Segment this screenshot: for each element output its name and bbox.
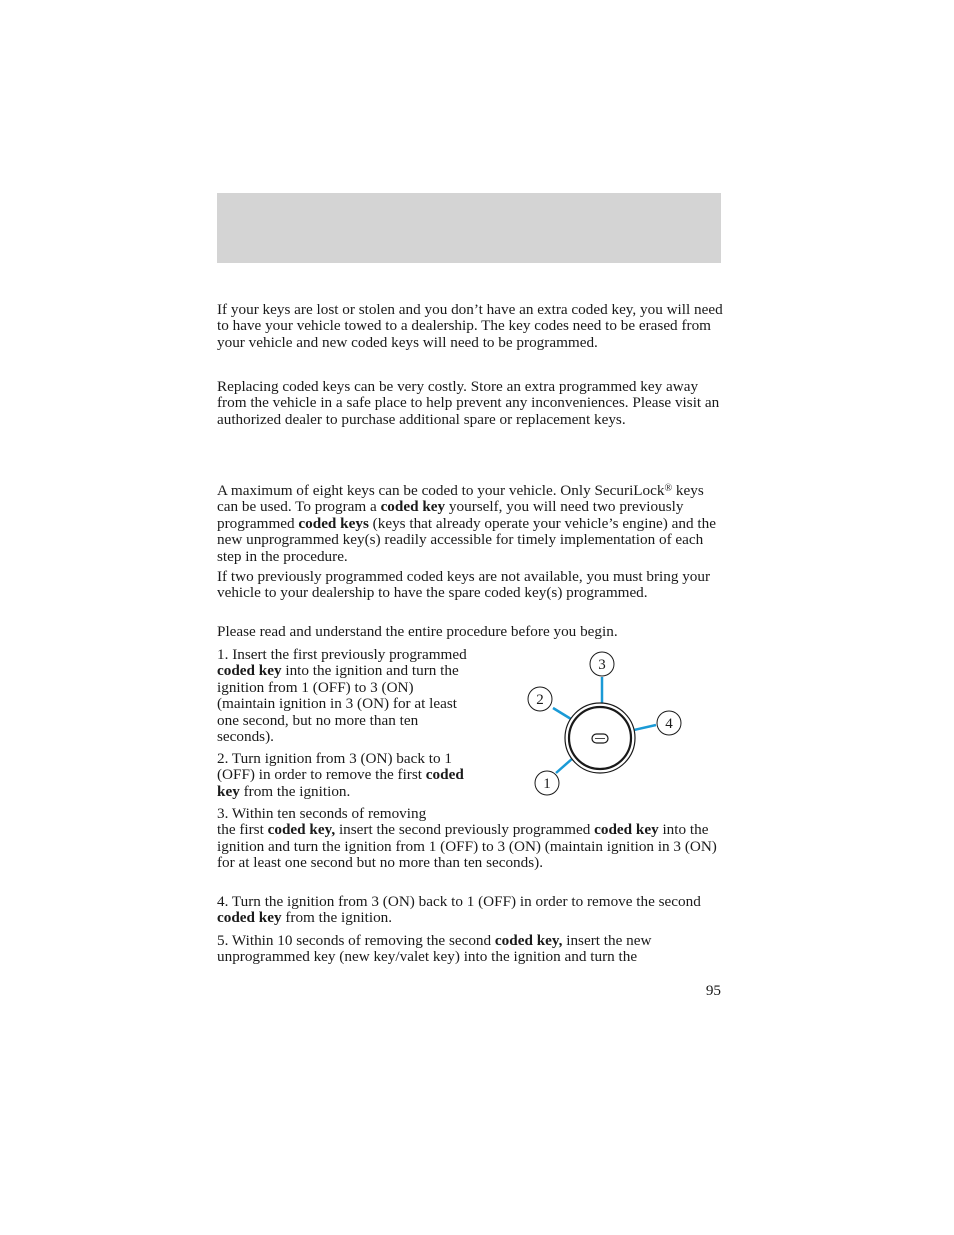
step-5: 5. Within 10 seconds of removing the second coded key, insert the new unprogrammed key (new key/valet key) into the ignition and turn the (217, 932, 652, 966)
step-3: 3. Within ten seconds of removing the first coded key, insert the second previously programmed coded key into the ignition and turn the ignition from 1 (OFF) to 3 (ON) (maintain ignition in 3 (ON) for at least one second but no more than ten seconds). (217, 805, 717, 872)
position-line-2 (553, 708, 571, 719)
step-1: 1. Insert the first previously programmed coded key into the ignition and turn the ignition from 1 (OFF) to 3 (ON) (maintain ignition in 3 (ON) for at least one second, but no more than ten seconds). (217, 646, 467, 746)
registered-mark: ® (664, 483, 673, 494)
lost-keys-paragraph-2: Replacing coded keys can be very costly. Store an extra programmed key away from the vehicle in a safe place to help prevent any inconveniences. Please visit an authorized dealer to purchase additional spare or replacement keys. (217, 378, 720, 428)
read-procedure-paragraph: Please read and understand the entire procedure before you begin. (217, 623, 618, 640)
position-label-1: 1 (543, 776, 551, 792)
keys-unavailable-paragraph: If two previously programmed coded keys are not available, you must bring your vehicle to your dealership to have the spare coded key(s) programmed. (217, 568, 711, 602)
section-header-bar (217, 193, 721, 263)
position-label-4: 4 (665, 716, 673, 732)
ignition-diagram (520, 646, 690, 801)
position-label-2: 2 (536, 692, 544, 708)
position-line-4 (634, 725, 656, 730)
lost-keys-paragraph-1: If your keys are lost or stolen and you don’t have an extra coded key, you will need to have your vehicle towed to a dealership. The key codes need to be erased from your vehicle and new coded keys will need to be programmed. (217, 301, 723, 351)
programming-intro: A maximum of eight keys can be coded to your vehicle. Only SecuriLock® keys can be used. To program a coded key yourself, you will need two previously programmed coded keys (keys that already operate your vehicle’s engine) and the new unprogrammed key(s) readily accessible for timely implementation of each step in the procedure. (217, 482, 716, 565)
step-4: 4. Turn the ignition from 3 (ON) back to 1 (OFF) in order to remove the second coded key from the ignition. (217, 893, 701, 927)
position-line-1 (556, 758, 573, 773)
page-number: 95 (705, 982, 721, 999)
position-label-3: 3 (598, 657, 606, 673)
step-2: 2. Turn ignition from 3 (ON) back to 1 (OFF) in order to remove the first coded key from the ignition. (217, 750, 464, 800)
